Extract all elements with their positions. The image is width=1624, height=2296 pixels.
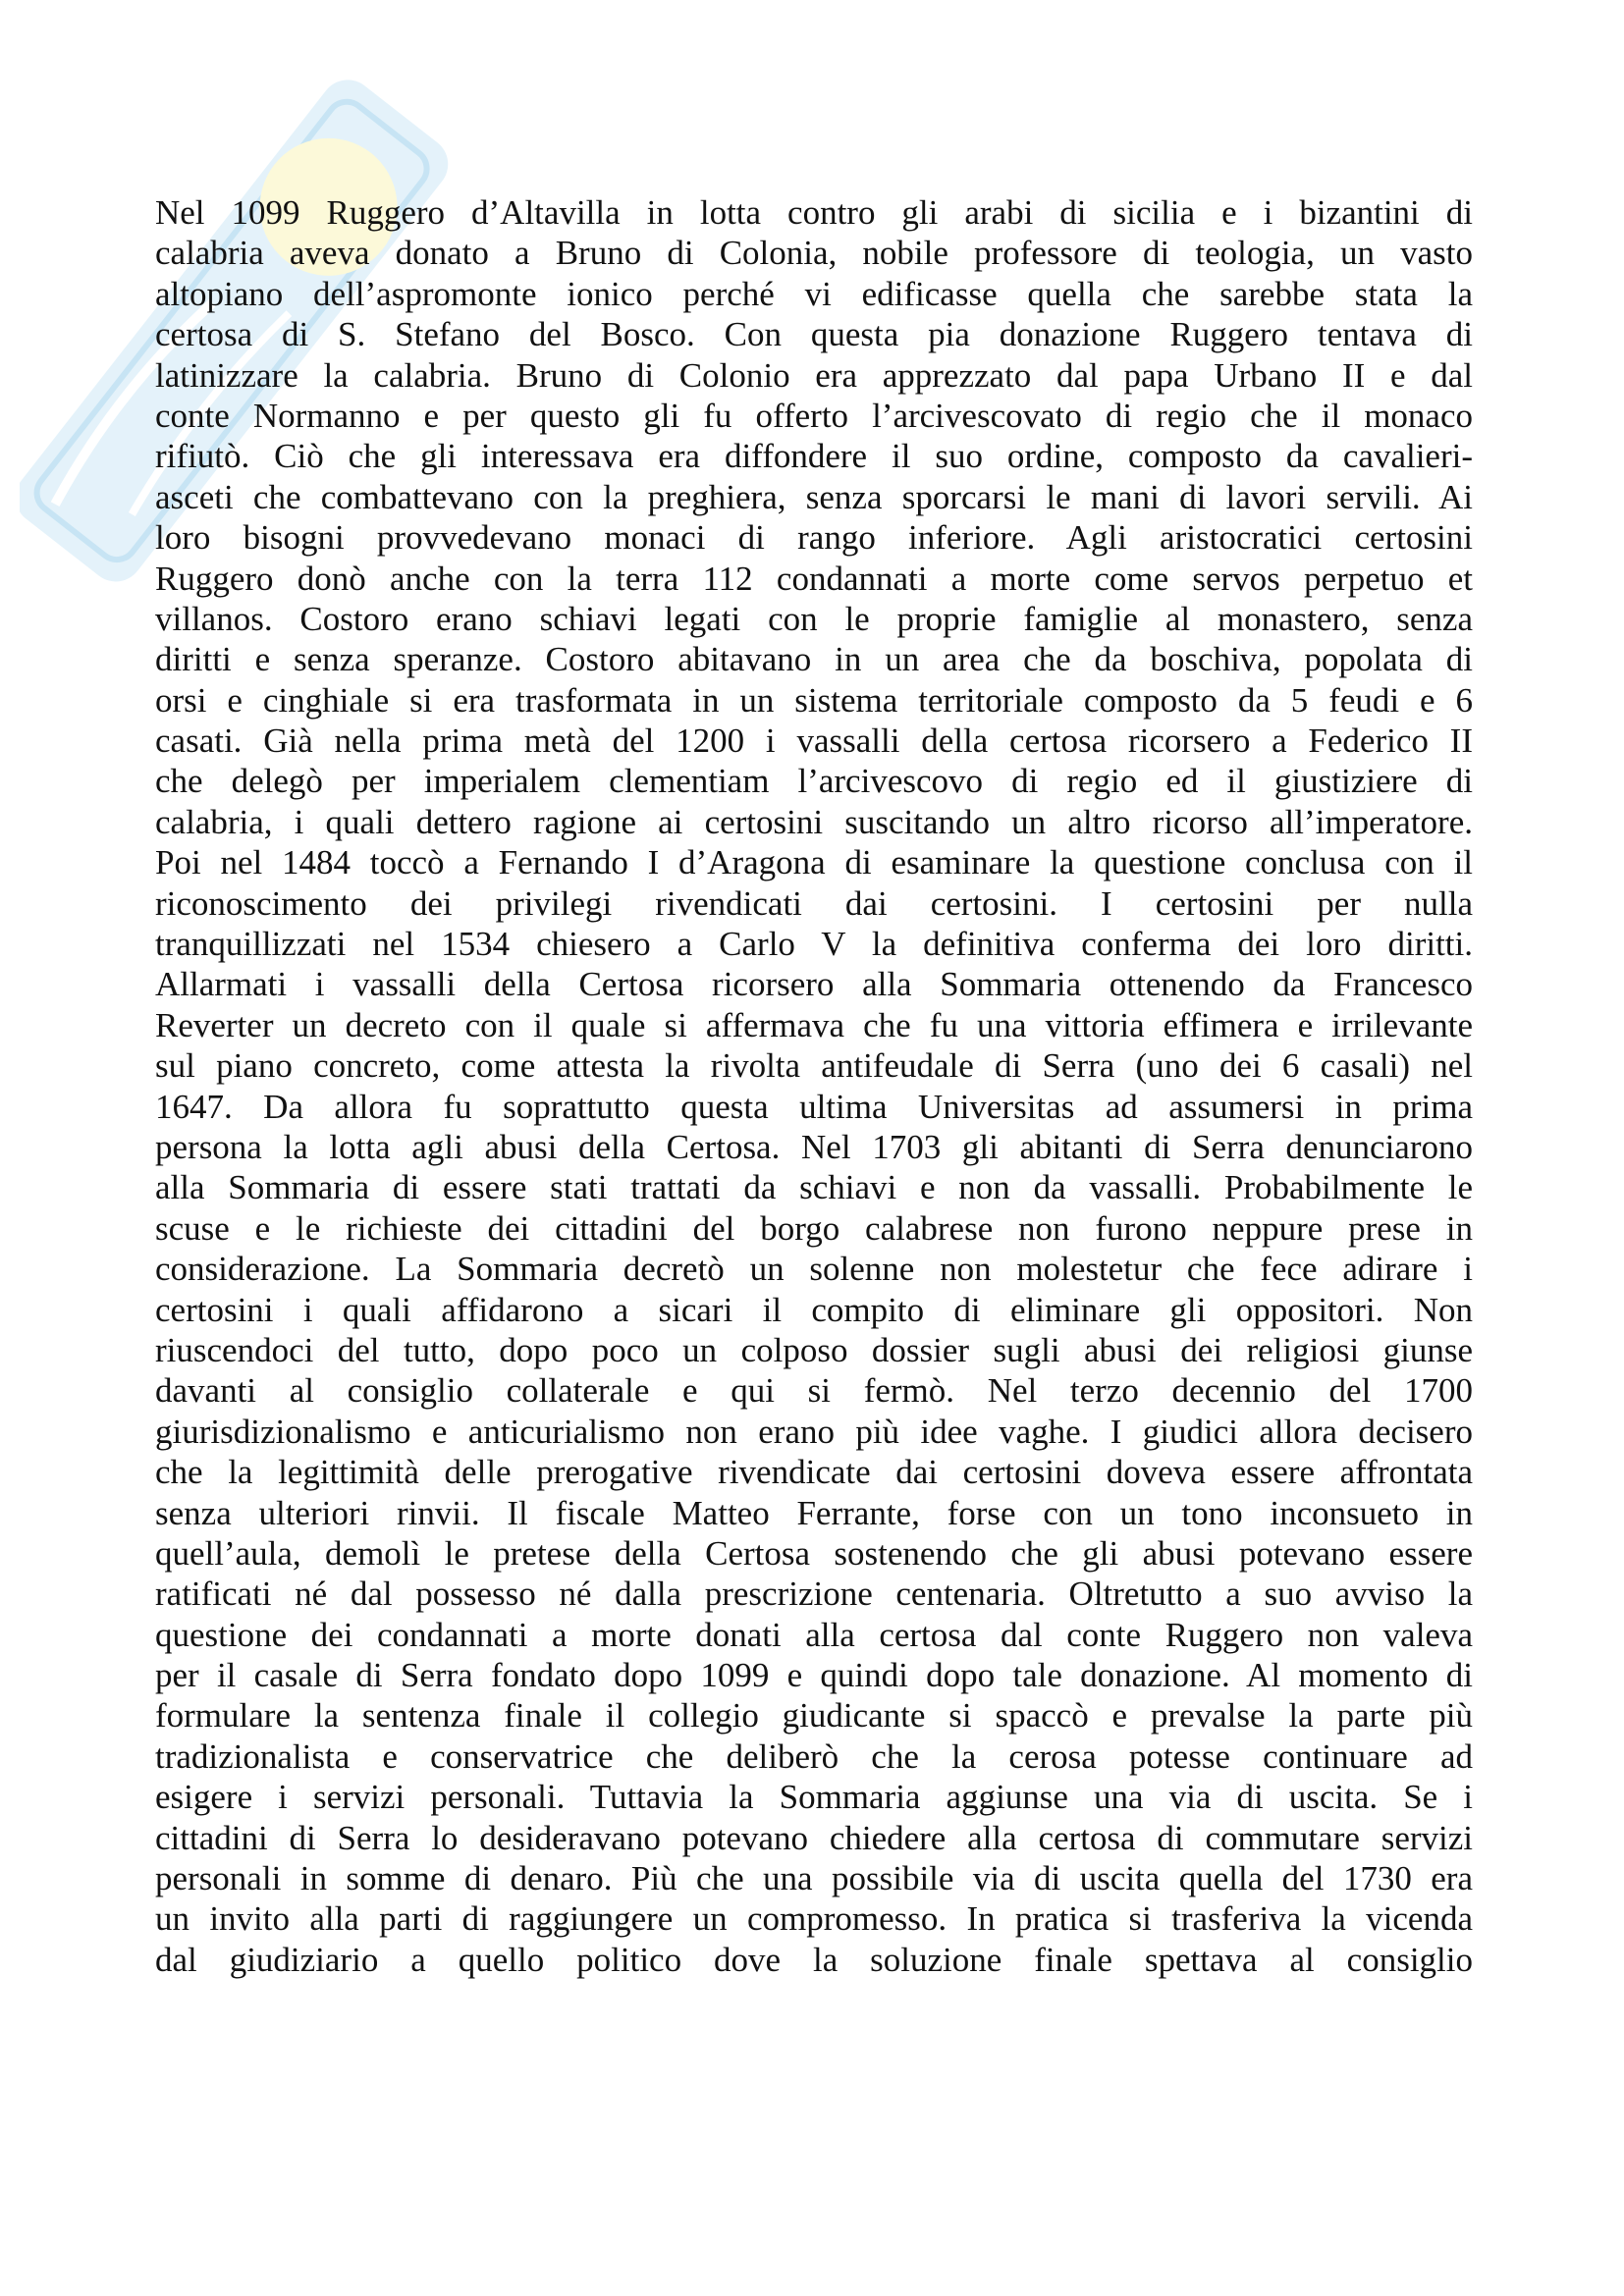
text-line: alla Sommaria di essere stati trattati da schiavi e non da vassalli. Probabilmente le — [155, 1168, 1473, 1207]
text-line: Reverter un decreto con il quale si affermava che fu una vittoria effimera e irrilevante — [155, 1005, 1473, 1044]
text-line: un invito alla parti di raggiungere un compromesso. In pratica si trasferiva la vicenda — [155, 1899, 1473, 1939]
text-line: che delegò per imperialem clementiam l’arcivescovo di regio ed il giustiziere di — [155, 762, 1473, 801]
text-line: personali in somme di denaro. Più che una possibile via di uscita quella del 1730 era — [155, 1859, 1473, 1898]
text-line: cittadini di Serra lo desideravano potevano chiedere alla certosa di commutare servizi — [155, 1818, 1473, 1857]
text-line: orsi e cinghiale si era trasformata in un sistema territoriale composto da 5 feudi e 6 — [155, 680, 1473, 720]
text-line: conte Normanno e per questo gli fu offerto l’arcivescovato di regio che il monaco — [155, 396, 1473, 435]
text-line: latinizzare la calabria. Bruno di Colonio era apprezzato dal papa Urbano II e dal — [155, 355, 1473, 395]
text-line: diritti e senza speranze. Costoro abitavano in un area che da boschiva, popolata di — [155, 640, 1473, 679]
text-line: riconoscimento dei privilegi rivendicati dai certosini. I certosini per nulla — [155, 883, 1473, 923]
text-line: ratificati né dal possesso né dalla prescrizione centenaria. Oltretutto a suo avviso la — [155, 1575, 1473, 1614]
text-line: Nel 1099 Ruggero d’Altavilla in lotta contro gli arabi di sicilia e i bizantini di — [155, 193, 1473, 232]
text-line: formulare la sentenza finale il collegio giudicante si spaccò e prevalse la parte più — [155, 1696, 1473, 1735]
text-line: casati. Già nella prima metà del 1200 i vassalli della certosa ricorsero a Federico II — [155, 721, 1473, 761]
text-line: per il casale di Serra fondato dopo 1099 e quindi dopo tale donazione. Al momento di — [155, 1656, 1473, 1695]
text-line: quell’aula, demolì le pretese della Certosa sostenendo che gli abusi potevano essere — [155, 1533, 1473, 1573]
text-line: Poi nel 1484 toccò a Fernando I d’Aragona di esaminare la questione conclusa con il — [155, 843, 1473, 882]
text-line: loro bisogni provvedevano monaci di rango inferiore. Agli aristocratici certosini — [155, 518, 1473, 558]
document-body — [155, 192, 1473, 1980]
text-line: certosa di S. Stefano del Bosco. Con questa pia donazione Ruggero tentava di — [155, 315, 1473, 354]
text-line: tradizionalista e conservatrice che deliberò che la cerosa potesse continuare ad — [155, 1736, 1473, 1776]
text-line: giurisdizionalismo e anticurialismo non erano più idee vaghe. I giudici allora decisero — [155, 1412, 1473, 1451]
text-line: persona la lotta agli abusi della Certosa. Nel 1703 gli abitanti di Serra denunciarono — [155, 1127, 1473, 1166]
text-line: calabria, i quali dettero ragione ai certosini suscitando un altro ricorso all’imperatore. — [155, 802, 1473, 841]
text-line: villanos. Costoro erano schiavi legati con le proprie famiglie al monastero, senza — [155, 599, 1473, 638]
text-line: calabria aveva donato a Bruno di Colonia, nobile professore di teologia, un vasto — [155, 234, 1473, 273]
text-line: dal giudiziario a quello politico dove la soluzione finale spettava al consiglio — [155, 1940, 1473, 1979]
text-line: che la legittimità delle prerogative rivendicate dai certosini doveva essere affrontata — [155, 1453, 1473, 1492]
text-line: altopiano dell’aspromonte ionico perché vi edificasse quella che sarebbe stata la — [155, 274, 1473, 313]
text-line: esigere i servizi personali. Tuttavia la Sommaria aggiunse una via di uscita. Se i — [155, 1778, 1473, 1817]
text-line: Ruggero donò anche con la terra 112 condannati a morte come servos perpetuo et — [155, 559, 1473, 598]
text-line: rifiutò. Ciò che gli interessava era diffondere il suo ordine, composto da cavalieri- — [155, 437, 1473, 476]
text-line: asceti che combattevano con la preghiera, senza sporcarsi le mani di lavori servili. Ai — [155, 477, 1473, 516]
text-line: scuse e le richieste dei cittadini del borgo calabrese non furono neppure prese in — [155, 1208, 1473, 1248]
text-line: sul piano concreto, come attesta la rivolta antifeudale di Serra (uno dei 6 casali) nel — [155, 1046, 1473, 1086]
text-line: tranquillizzati nel 1534 chiesero a Carlo V la definitiva conferma dei loro diritti. — [155, 925, 1473, 964]
text-line: certosini i quali affidarono a sicari il compito di eliminare gli oppositori. Non — [155, 1290, 1473, 1329]
text-line: riuscendoci del tutto, dopo poco un colposo dossier sugli abusi dei religiosi giunse — [155, 1330, 1473, 1369]
text-line: davanti al consiglio collaterale e qui si fermò. Nel terzo decennio del 1700 — [155, 1371, 1473, 1411]
text-line: 1647. Da allora fu soprattutto questa ultima Universitas ad assumersi in prima — [155, 1087, 1473, 1126]
text-line: senza ulteriori rinvii. Il fiscale Matteo Ferrante, forse con un tono inconsueto in — [155, 1493, 1473, 1532]
text-line: considerazione. La Sommaria decretò un solenne non molestetur che fece adirare i — [155, 1250, 1473, 1289]
text-line: Allarmati i vassalli della Certosa ricorsero alla Sommaria ottenendo da Francesco — [155, 965, 1473, 1004]
text-line: questione dei condannati a morte donati alla certosa dal conte Ruggero non valeva — [155, 1615, 1473, 1654]
